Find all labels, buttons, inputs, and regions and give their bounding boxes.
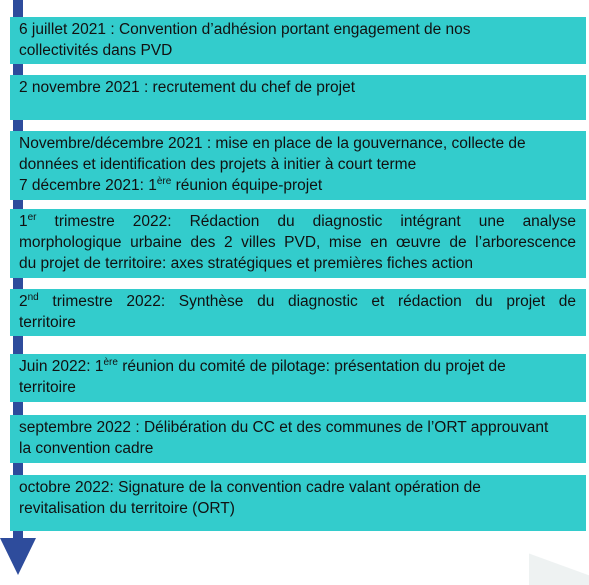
timeline-step: [10, 209, 586, 278]
step-text-part: trimestre 2022: Rédaction du diagnostic intégrant une analyse: [36, 213, 576, 230]
step-text-line: morphologique urbaine des 2 villes PVD, mise en œuvre de l’arborescence: [19, 234, 576, 251]
timeline-step: [10, 289, 586, 336]
step-text-line: la convention cadre: [19, 440, 154, 457]
ordinal-superscript: nd: [27, 291, 39, 303]
step-text-line: [19, 291, 576, 312]
step-text-line: revitalisation du territoire (ORT): [19, 500, 235, 517]
step-text-line: 6 juillet 2021 : Convention d’adhésion portant engagement de nos: [19, 21, 471, 38]
step-text-line: [19, 356, 576, 377]
step-text-line: 2 novembre 2021 : recrutement du chef de projet: [19, 79, 356, 96]
step-text-part: réunion équipe-projet: [171, 177, 323, 194]
ordinal-superscript: ère: [103, 356, 118, 368]
timeline-step: [10, 131, 586, 200]
step-text-part: réunion du comité de pilotage: présentation du projet de: [117, 358, 506, 375]
step-text-line: [19, 175, 576, 196]
step-text-part: 1: [19, 213, 28, 230]
step-text-line: du projet de territoire: axes stratégiques et premières fiches action: [19, 255, 474, 272]
step-text-line: données et identification des projets à initier à court terme: [19, 156, 417, 173]
down-arrow-icon: [0, 538, 36, 575]
page-curl-corner: [529, 549, 589, 585]
timeline-step: [10, 75, 586, 120]
ordinal-superscript: ère: [156, 175, 172, 187]
step-text-line: [19, 211, 576, 232]
step-text-line: territoire: [19, 314, 76, 331]
step-text-part: Juin 2022: 1: [19, 358, 104, 375]
step-text-line: octobre 2022: Signature de la convention cadre valant opération de: [19, 479, 481, 496]
step-text-part: 2: [19, 293, 28, 310]
step-text-line: territoire: [19, 379, 76, 396]
step-text-line: septembre 2022 : Délibération du CC et des communes de l’ORT approuvant: [19, 419, 549, 436]
ordinal-superscript: er: [27, 211, 37, 223]
timeline-step: [10, 17, 586, 64]
step-text-part: 7 décembre 2021: 1: [19, 177, 157, 194]
timeline-step: [10, 354, 586, 402]
step-text-line: collectivités dans PVD: [19, 42, 173, 59]
timeline-step: [10, 415, 586, 463]
timeline-step: [10, 475, 586, 531]
step-text-line: Novembre/décembre 2021 : mise en place de la gouvernance, collecte de: [19, 135, 526, 152]
step-text-part: trimestre 2022: Synthèse du diagnostic et rédaction du projet de: [38, 293, 576, 310]
